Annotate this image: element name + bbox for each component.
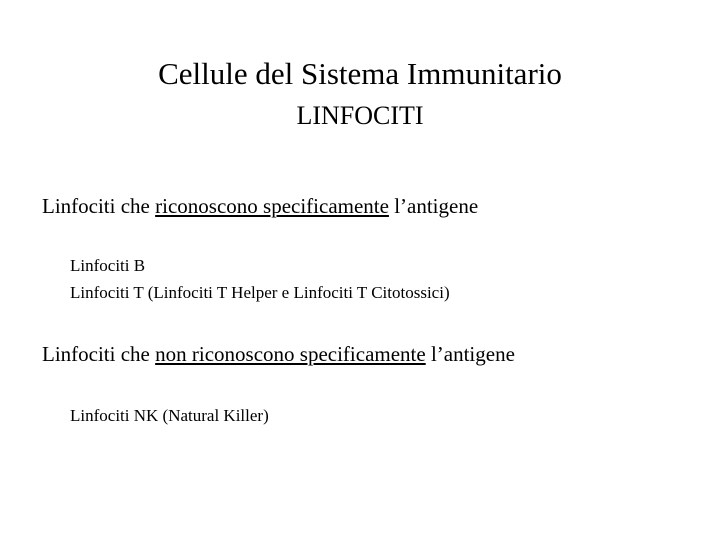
bullet-non-specific-recognition: [42, 341, 515, 367]
bullet-prefix: Linfociti che: [42, 194, 156, 218]
bullet-prefix: Linfociti che: [42, 342, 156, 366]
subitem-linfociti-t: Linfociti T (Linfociti T Helper e Linfociti T Citotossici): [70, 283, 450, 302]
subitem-linfociti-b: Linfociti B: [70, 256, 146, 275]
slide-title: Cellule del Sistema Immunitario: [158, 56, 562, 91]
subitem-linfociti-nk: Linfociti NK (Natural Killer): [70, 406, 269, 425]
bullet-underlined-text: non riconoscono specificamente: [155, 342, 426, 366]
bullet-suffix: l’antigene: [388, 194, 479, 218]
bullet-underlined-text: riconoscono specificamente: [155, 194, 389, 218]
slide-subtitle: LINFOCITI: [296, 101, 424, 130]
bullet-suffix: l’antigene: [425, 342, 515, 366]
bullet-specific-recognition: [42, 193, 478, 219]
